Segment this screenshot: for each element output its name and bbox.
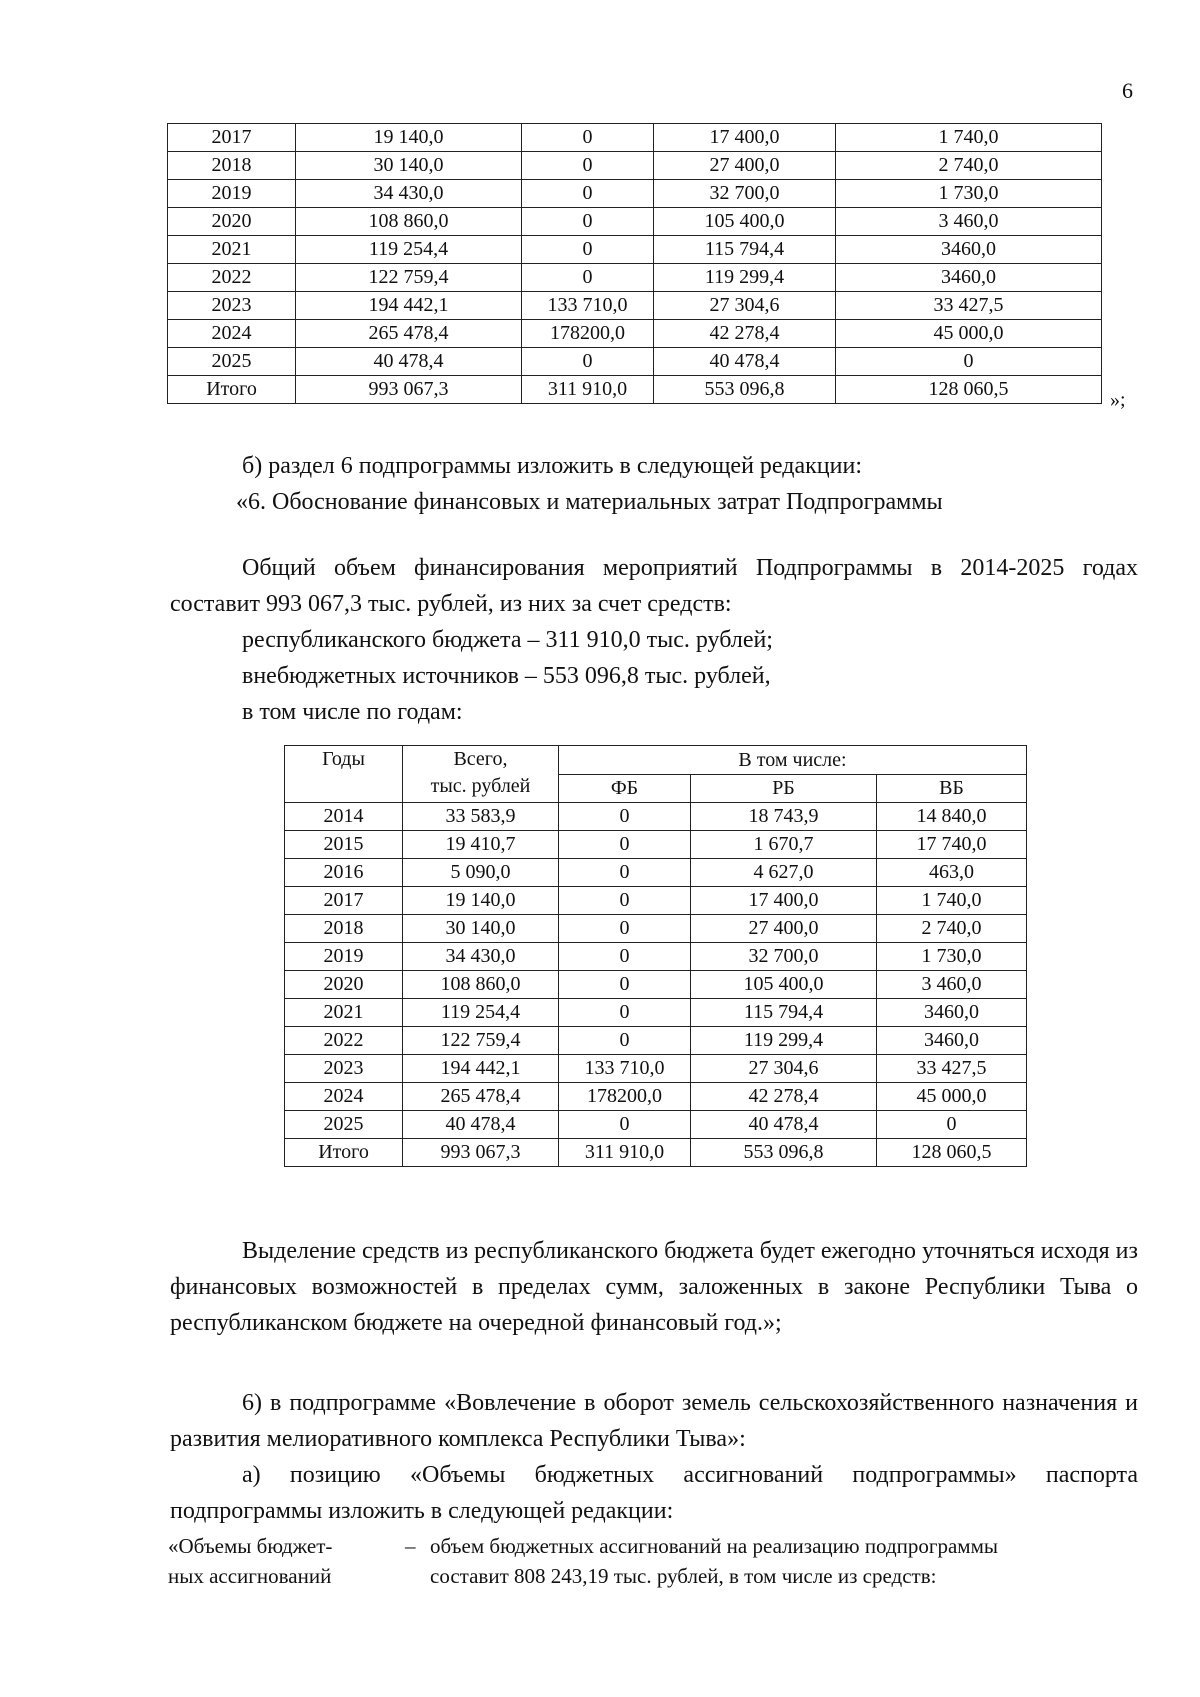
- table-cell: 2016: [285, 859, 403, 887]
- table-cell: 30 140,0: [296, 152, 522, 180]
- table-row: [168, 320, 1102, 348]
- table-cell: 2018: [285, 915, 403, 943]
- table-cell: 1 740,0: [877, 887, 1027, 915]
- header-rb: РБ: [691, 775, 877, 803]
- table-cell: 2024: [168, 320, 296, 348]
- table-row: [168, 208, 1102, 236]
- header-total-line1: Всего,: [453, 748, 508, 770]
- table-cell: 108 860,0: [403, 971, 559, 999]
- table-cell: 34 430,0: [403, 943, 559, 971]
- table-cell: 5 090,0: [403, 859, 559, 887]
- table-row: [168, 124, 1102, 152]
- table-cell: 2020: [168, 208, 296, 236]
- table-cell: 0: [559, 831, 691, 859]
- table-cell: 2020: [285, 971, 403, 999]
- table-row: [168, 180, 1102, 208]
- table-cell: 17 400,0: [654, 124, 836, 152]
- table-row: [285, 999, 1027, 1027]
- table-cell: 119 299,4: [654, 264, 836, 292]
- table-row: [285, 1083, 1027, 1111]
- table-cell: 33 583,9: [403, 803, 559, 831]
- table-cell: 2021: [285, 999, 403, 1027]
- table-row: [168, 152, 1102, 180]
- table-row: [168, 264, 1102, 292]
- table-row: [285, 943, 1027, 971]
- table-cell: 27 400,0: [691, 915, 877, 943]
- item-6-paragraph: 6) в подпрограмме «Вовлечение в оборот земель сельскохозяйственного назначения и развития мелиоративного комплекса Республики Тыва»:: [170, 1390, 1138, 1452]
- table-cell: 1 670,7: [691, 831, 877, 859]
- table-cell: 311 910,0: [559, 1139, 691, 1167]
- table-cell: 2019: [285, 943, 403, 971]
- header-vb: ВБ: [877, 775, 1027, 803]
- table-row: [285, 1111, 1027, 1139]
- table-cell: 17 400,0: [691, 887, 877, 915]
- table-cell: 3460,0: [877, 999, 1027, 1027]
- table-cell: 122 759,4: [403, 1027, 559, 1055]
- table-cell: 32 700,0: [691, 943, 877, 971]
- table-cell: 3 460,0: [836, 208, 1102, 236]
- table-cell: 0: [559, 859, 691, 887]
- table-cell: 2022: [285, 1027, 403, 1055]
- table-cell: 2024: [285, 1083, 403, 1111]
- table-cell: 115 794,4: [691, 999, 877, 1027]
- table-cell: 42 278,4: [654, 320, 836, 348]
- table-cell: 0: [559, 803, 691, 831]
- table-cell: 19 140,0: [296, 124, 522, 152]
- table-cell: 4 627,0: [691, 859, 877, 887]
- table-cell: 40 478,4: [691, 1111, 877, 1139]
- table-row: [168, 348, 1102, 376]
- financing-rb-line: республиканского бюджета – 311 910,0 тыс. рублей;: [242, 627, 773, 653]
- passport-dash: –: [405, 1534, 416, 1558]
- table-cell: 2015: [285, 831, 403, 859]
- table-cell: 0: [522, 236, 654, 264]
- closing-mark: »;: [1110, 389, 1126, 411]
- table-cell: 45 000,0: [877, 1083, 1027, 1111]
- table-row: [285, 1027, 1027, 1055]
- table-cell: 0: [522, 208, 654, 236]
- table-row: [285, 971, 1027, 999]
- table-row: [285, 915, 1027, 943]
- header-total-line2: тыс. рублей: [430, 775, 531, 797]
- table-cell: 2 740,0: [877, 915, 1027, 943]
- table-cell: 553 096,8: [691, 1139, 877, 1167]
- table-cell: 27 304,6: [654, 292, 836, 320]
- table-cell: Итого: [168, 376, 296, 404]
- section-6-title: «6. Обоснование финансовых и материальных затрат Подпрограммы: [236, 489, 943, 515]
- table-cell: 122 759,4: [296, 264, 522, 292]
- table-cell: 119 254,4: [296, 236, 522, 264]
- table-cell: 0: [559, 1111, 691, 1139]
- financing-vb-line: внебюджетных источников – 553 096,8 тыс. рублей,: [242, 663, 771, 689]
- table-cell: 993 067,3: [403, 1139, 559, 1167]
- table-cell: 0: [559, 1027, 691, 1055]
- financing-by-year-table: [284, 745, 1027, 1167]
- table-cell: 1 730,0: [836, 180, 1102, 208]
- table-cell: 32 700,0: [654, 180, 836, 208]
- table-row: [285, 1055, 1027, 1083]
- passport-text-line1: объем бюджетных ассигнований на реализацию подпрограммы: [430, 1534, 998, 1558]
- table-cell: 133 710,0: [559, 1055, 691, 1083]
- table-cell: 34 430,0: [296, 180, 522, 208]
- table-cell: 128 060,5: [836, 376, 1102, 404]
- table-cell: 265 478,4: [403, 1083, 559, 1111]
- table-row: [168, 376, 1102, 404]
- table-row: [285, 803, 1027, 831]
- table-cell: 19 410,7: [403, 831, 559, 859]
- header-fb: ФБ: [559, 775, 691, 803]
- table-cell: 40 478,4: [654, 348, 836, 376]
- table-cell: 128 060,5: [877, 1139, 1027, 1167]
- table-cell: 993 067,3: [296, 376, 522, 404]
- table-cell: 2023: [168, 292, 296, 320]
- table-cell: 2025: [285, 1111, 403, 1139]
- table-cell: 30 140,0: [403, 915, 559, 943]
- table-cell: 0: [877, 1111, 1027, 1139]
- passport-text-line2: составит 808 243,19 тыс. рублей, в том числе из средств:: [430, 1564, 937, 1588]
- table-cell: 115 794,4: [654, 236, 836, 264]
- table-cell: 119 299,4: [691, 1027, 877, 1055]
- table-row: [285, 887, 1027, 915]
- table-row: [168, 236, 1102, 264]
- table-cell: 2 740,0: [836, 152, 1102, 180]
- table-cell: 265 478,4: [296, 320, 522, 348]
- table-cell: 2019: [168, 180, 296, 208]
- table-row: [168, 292, 1102, 320]
- table-cell: 33 427,5: [877, 1055, 1027, 1083]
- table-cell: 0: [522, 152, 654, 180]
- table-cell: 194 442,1: [403, 1055, 559, 1083]
- table-cell: 133 710,0: [522, 292, 654, 320]
- table-cell: 0: [559, 999, 691, 1027]
- table-cell: 1 740,0: [836, 124, 1102, 152]
- table-cell: 3460,0: [877, 1027, 1027, 1055]
- table-cell: 14 840,0: [877, 803, 1027, 831]
- table-cell: 2023: [285, 1055, 403, 1083]
- table-row: [285, 859, 1027, 887]
- table-cell: 18 743,9: [691, 803, 877, 831]
- item-a-paragraph: а) позицию «Объемы бюджетных ассигнований подпрограммы» паспорта подпрограммы изложить в следующей редакции:: [170, 1462, 1138, 1524]
- table-cell: 0: [559, 943, 691, 971]
- table-cell: 0: [522, 180, 654, 208]
- table-cell: 1 730,0: [877, 943, 1027, 971]
- table-cell: 45 000,0: [836, 320, 1102, 348]
- allocation-paragraph: Выделение средств из республиканского бюджета будет ежегодно уточняться исходя из финансовых возможностей в пределах сумм, заложенных в законе Республики Тыва о республиканском бюджете на очередной финансовый год.»;: [170, 1238, 1138, 1336]
- table-cell: 40 478,4: [296, 348, 522, 376]
- table-cell: 0: [559, 971, 691, 999]
- table-cell: 2017: [168, 124, 296, 152]
- table-cell: 105 400,0: [654, 208, 836, 236]
- financing-years-line: в том числе по годам:: [242, 699, 463, 725]
- table-cell: 178200,0: [559, 1083, 691, 1111]
- budget-table-continuation: [167, 123, 1102, 404]
- header-including: В том числе:: [559, 746, 1027, 775]
- header-total: [403, 746, 559, 803]
- table-cell: 194 442,1: [296, 292, 522, 320]
- table-cell: 2025: [168, 348, 296, 376]
- passport-label-line1: «Объемы бюджет-: [168, 1534, 333, 1558]
- table-cell: 2022: [168, 264, 296, 292]
- table-cell: 42 278,4: [691, 1083, 877, 1111]
- table-cell: 27 400,0: [654, 152, 836, 180]
- table-cell: 105 400,0: [691, 971, 877, 999]
- table-cell: 311 910,0: [522, 376, 654, 404]
- table-cell: 33 427,5: [836, 292, 1102, 320]
- table-cell: 0: [836, 348, 1102, 376]
- table-cell: Итого: [285, 1139, 403, 1167]
- table-cell: 3460,0: [836, 236, 1102, 264]
- table-cell: 19 140,0: [403, 887, 559, 915]
- table-cell: 0: [559, 887, 691, 915]
- table-cell: 119 254,4: [403, 999, 559, 1027]
- table-cell: 0: [522, 348, 654, 376]
- table-row: [285, 831, 1027, 859]
- table-cell: 0: [559, 915, 691, 943]
- table-row: [285, 1139, 1027, 1167]
- page-number: 6: [1122, 78, 1133, 103]
- header-years: Годы: [285, 746, 403, 803]
- table-cell: 108 860,0: [296, 208, 522, 236]
- table-cell: 0: [522, 264, 654, 292]
- table-cell: 553 096,8: [654, 376, 836, 404]
- table-cell: 3460,0: [836, 264, 1102, 292]
- table-cell: 2021: [168, 236, 296, 264]
- table-cell: 178200,0: [522, 320, 654, 348]
- passport-label-line2: ных ассигнований: [168, 1564, 332, 1588]
- table-cell: 40 478,4: [403, 1111, 559, 1139]
- table-cell: 27 304,6: [691, 1055, 877, 1083]
- table-cell: 2017: [285, 887, 403, 915]
- table-cell: 463,0: [877, 859, 1027, 887]
- financing-paragraph: Общий объем финансирования мероприятий Подпрограммы в 2014-2025 годах составит 993 067,3 тыс. рублей, из них за счет средств:: [170, 555, 1138, 617]
- table-cell: 2018: [168, 152, 296, 180]
- table-cell: 3 460,0: [877, 971, 1027, 999]
- table-cell: 2014: [285, 803, 403, 831]
- table-cell: 17 740,0: [877, 831, 1027, 859]
- section-b-instruction: б) раздел 6 подпрограммы изложить в следующей редакции:: [242, 453, 862, 479]
- table-cell: 0: [522, 124, 654, 152]
